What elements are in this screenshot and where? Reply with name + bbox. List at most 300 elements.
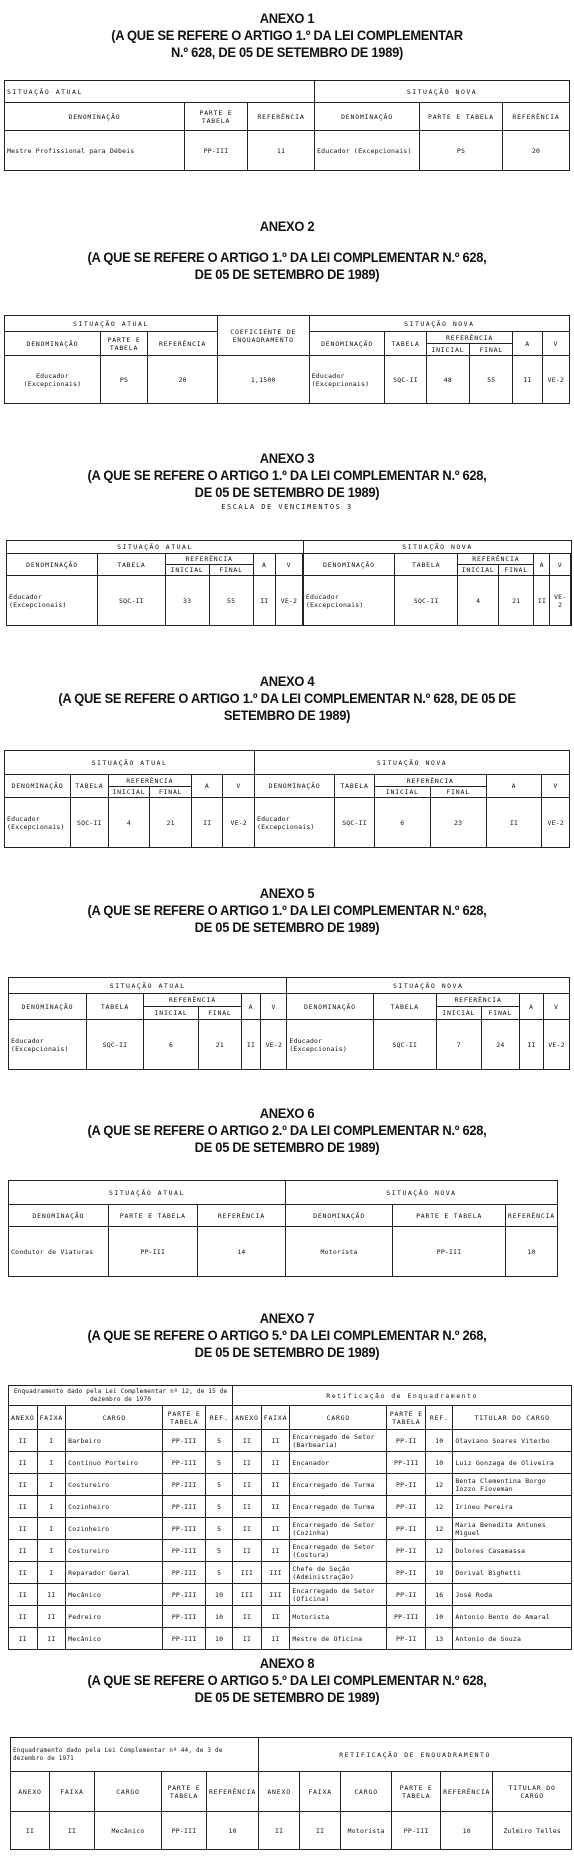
cell: II: [233, 1474, 262, 1496]
anexo-2-subtitle-1: (A QUE SE REFERE O ARTIGO 1.º DA LEI COMPLEMENTAR N.º 628,: [87, 249, 487, 265]
anexo-8-subtitle-1: (A QUE SE REFERE O ARTIGO 5.º DA LEI COMPLEMENTAR N.º 628,: [87, 1672, 487, 1688]
anexo-5-table: [8, 977, 570, 1070]
cell: II: [37, 1584, 66, 1606]
cell: Olaviano Soares Viterbo: [453, 1430, 572, 1452]
col-parte-tabela: PARTE E TABELA: [387, 1406, 426, 1430]
col-referencia: REFERÊNCIA: [426, 332, 513, 344]
cell: III: [261, 1562, 290, 1584]
cell: II: [9, 1474, 38, 1496]
cell: 10: [206, 1606, 233, 1628]
cell: 21: [150, 798, 192, 848]
col-tabela: TABELA: [98, 554, 166, 576]
cell: 4: [458, 576, 499, 626]
anexo-7-subtitle-2: DE 05 DE SETEMBRO DE 1989): [194, 1344, 380, 1360]
cell: Mestre de Oficina: [290, 1628, 387, 1650]
anexo-1-heading: [0, 10, 574, 61]
cell: I: [37, 1562, 66, 1584]
cell: Antonio Bento do Amaral: [453, 1606, 572, 1628]
cell: II: [37, 1606, 66, 1628]
cell: II: [261, 1628, 290, 1650]
group-situacao-atual: SITUAÇÃO ATUAL: [9, 1181, 286, 1205]
cell: Costureiro: [66, 1474, 163, 1496]
cell: Benta Clementina Borgo Iozzo Fioveman: [453, 1474, 572, 1496]
col-tabela: TABELA: [395, 554, 458, 576]
cell: II: [37, 1628, 66, 1650]
cell: Encarregado de Setor (Cozinha): [290, 1518, 387, 1540]
cell: PP-III: [163, 1606, 206, 1628]
anexo-1-subtitle-2: N.º 628, DE 05 DE SETEMBRO DE 1989): [171, 44, 403, 60]
cell: II: [253, 576, 276, 626]
col-faixa: FAIXA: [300, 1772, 341, 1812]
cell: II: [9, 1518, 38, 1540]
cell: 19: [426, 1562, 453, 1584]
col-inicial: INICIAL: [426, 344, 469, 356]
cell: PP-III: [185, 131, 248, 171]
cell: 10: [426, 1606, 453, 1628]
group-situacao-nova: SITUAÇÃO NOVA: [309, 316, 569, 332]
cell: 12: [426, 1496, 453, 1518]
cell: 12: [426, 1518, 453, 1540]
cell: José Roda: [453, 1584, 572, 1606]
cell: 10: [441, 1812, 493, 1850]
cell: II: [233, 1452, 262, 1474]
group-retificacao: RETIFICAÇÃO DE ENQUADRAMENTO: [259, 1738, 572, 1772]
anexo-2-subtitle-2: DE 05 DE SETEMBRO DE 1989): [194, 266, 380, 282]
cell: VE-2: [542, 356, 569, 404]
cell: I: [37, 1540, 66, 1562]
anexo-2-title: ANEXO 2: [259, 218, 315, 234]
anexo-7-heading: [0, 1310, 574, 1361]
cell: 4: [108, 798, 150, 848]
cell: SQC-II: [98, 576, 166, 626]
col-anexo: ANEXO: [9, 1406, 38, 1430]
anexo-6-table: [8, 1180, 558, 1277]
cell: PP-III: [108, 1227, 197, 1277]
col-parte-tabela: PARTE E TABELA: [392, 1772, 441, 1812]
table-row: [11, 1812, 572, 1850]
cell: Educador (Excepcionais): [7, 576, 98, 626]
table-row: [9, 1474, 572, 1496]
cell: 12: [426, 1540, 453, 1562]
group-situacao-nova: SITUAÇÃO NOVA: [254, 751, 569, 775]
table-row: [9, 1628, 572, 1650]
cell: II: [233, 1540, 262, 1562]
col-inicial: INICIAL: [108, 787, 150, 798]
cell: Barbeiro: [66, 1430, 163, 1452]
col-coeficiente: COEFICIENTE DE ENQUADRAMENTO: [217, 316, 309, 356]
group-situacao-atual: SITUAÇÃO ATUAL: [5, 751, 255, 775]
cell: PP-II: [387, 1584, 426, 1606]
anexo-3-subtitle-1: (A QUE SE REFERE O ARTIGO 1.º DA LEI COMPLEMENTAR N.º 628,: [87, 467, 487, 483]
cell: PP-II: [387, 1496, 426, 1518]
col-v: V: [261, 994, 287, 1020]
col-final: FINAL: [150, 787, 192, 798]
table-row: [9, 1227, 558, 1277]
cell: Cozinheiro: [66, 1518, 163, 1540]
cell: Dolores Casamassa: [453, 1540, 572, 1562]
cell: 55: [209, 576, 253, 626]
col-tabela: TABELA: [86, 994, 143, 1020]
cell: 13: [426, 1628, 453, 1650]
cell: II: [261, 1430, 290, 1452]
cell: VE-2: [261, 1020, 287, 1070]
cell: Zulmiro Telles: [493, 1812, 572, 1850]
anexo-6-heading: [0, 1105, 574, 1156]
anexo-1-subtitle-1: (A QUE SE REFERE O ARTIGO 1.º DA LEI COMPLEMENTAR: [111, 27, 463, 43]
cell: 20: [148, 356, 218, 404]
col-denominacao: DENOMINAÇÃO: [9, 1205, 109, 1227]
table-row: [7, 576, 572, 626]
col-a: A: [520, 994, 544, 1020]
table-row: [9, 1606, 572, 1628]
cell: Educador (Excepcionais): [254, 798, 334, 848]
cell: SQC-II: [335, 798, 375, 848]
col-denominacao: DENOMINAÇÃO: [5, 103, 185, 131]
col-a: A: [241, 994, 261, 1020]
col-anexo: ANEXO: [11, 1772, 50, 1812]
cell: Mecânico: [66, 1584, 163, 1606]
anexo-1-title: ANEXO 1: [259, 10, 315, 26]
group-enquadramento: Enquadramento dado pela Lei Complementar nº 12, de 15 de dezembro de 1970: [9, 1386, 233, 1406]
table-row: [9, 1496, 572, 1518]
cell: Educador (Excepcionais): [303, 576, 394, 626]
anexo-4-heading: [0, 673, 574, 724]
table-row: [9, 1518, 572, 1540]
cell: II: [9, 1430, 38, 1452]
cell: 21: [199, 1020, 242, 1070]
cell: PP-III: [392, 1812, 441, 1850]
cell: II: [191, 798, 223, 848]
cell: PP-II: [387, 1518, 426, 1540]
cell: 5: [206, 1518, 233, 1540]
col-denominacao: DENOMINAÇÃO: [285, 1205, 392, 1227]
col-referencia: REFERÊNCIA: [197, 1205, 285, 1227]
col-a: A: [513, 332, 542, 356]
cell: PP-III: [163, 1518, 206, 1540]
col-referencia: REFERÊNCIA: [503, 103, 570, 131]
cell: 20: [503, 131, 570, 171]
cell: PP-III: [393, 1227, 506, 1277]
cell: PP-III: [163, 1562, 206, 1584]
cell: II: [259, 1812, 300, 1850]
cell: PP-III: [163, 1540, 206, 1562]
cell: II: [50, 1812, 95, 1850]
col-faixa: FAIXA: [50, 1772, 95, 1812]
cell: PS: [100, 356, 147, 404]
col-denominacao: DENOMINAÇÃO: [5, 775, 71, 798]
cell: 6: [144, 1020, 199, 1070]
cell: II: [534, 576, 550, 626]
cell: 10: [426, 1430, 453, 1452]
col-parte-tabela: PARTE E TABELA: [100, 332, 147, 356]
cell: SQC-II: [385, 356, 426, 404]
cell: 16: [426, 1584, 453, 1606]
group-situacao-nova: SITUAÇÃO NOVA: [315, 81, 570, 103]
cell: II: [233, 1628, 262, 1650]
col-v: V: [276, 554, 303, 576]
col-referencia: REFERÊNCIA: [108, 775, 191, 787]
cell: 1,1500: [217, 356, 309, 404]
cell: 21: [499, 576, 534, 626]
col-a: A: [253, 554, 276, 576]
cell: 10: [206, 1584, 233, 1606]
cell: Dorival Bighetti: [453, 1562, 572, 1584]
cell: 48: [426, 356, 469, 404]
col-referencia: REFERÊNCIA: [207, 1772, 259, 1812]
cell: 10: [505, 1227, 557, 1277]
col-denominacao: DENOMINAÇÃO: [287, 994, 373, 1020]
cell: 6: [374, 798, 430, 848]
cell: III: [233, 1562, 262, 1584]
cell: Encarregado de Turma: [290, 1496, 387, 1518]
cell: PP-II: [387, 1628, 426, 1650]
col-denominacao: DENOMINAÇÃO: [309, 332, 385, 356]
cell: PP-III: [387, 1452, 426, 1474]
cell: Antonio de Souza: [453, 1628, 572, 1650]
col-final: FINAL: [430, 787, 486, 798]
cell: I: [37, 1452, 66, 1474]
cell: Mestre Profissional para Débeis: [5, 131, 185, 171]
cell: Motorista: [290, 1606, 387, 1628]
col-inicial: INICIAL: [436, 1007, 481, 1020]
cell: 7: [436, 1020, 481, 1070]
table-row: [9, 1430, 572, 1452]
group-enquadramento: Enquadramento dado pela Lei Complementar nº 44, de 3 de dezembro de 1971: [11, 1738, 259, 1772]
cell: Luiz Gonzaga de Oliveira: [453, 1452, 572, 1474]
col-denominacao: DENOMINAÇÃO: [303, 554, 394, 576]
anexo-2-heading: [0, 218, 574, 283]
col-inicial: INICIAL: [374, 787, 430, 798]
cell: Motorista: [341, 1812, 392, 1850]
anexo-6-subtitle-2: DE 05 DE SETEMBRO DE 1989): [194, 1139, 380, 1155]
col-cargo: CARGO: [66, 1406, 163, 1430]
anexo-7-table: [8, 1385, 572, 1650]
cell: II: [233, 1430, 262, 1452]
anexo-4-table: [4, 750, 570, 848]
anexo-2-table: [4, 315, 570, 404]
col-cargo: CARGO: [95, 1772, 162, 1812]
group-situacao-atual: SITUAÇÃO ATUAL: [7, 541, 304, 554]
cell: 55: [470, 356, 513, 404]
anexo-1-table: [4, 80, 570, 171]
cell: II: [520, 1020, 544, 1070]
col-final: FINAL: [470, 344, 513, 356]
cell: PP-II: [387, 1430, 426, 1452]
cell: Mecânico: [66, 1628, 163, 1650]
cell: II: [233, 1518, 262, 1540]
cell: Motorista: [285, 1227, 392, 1277]
cell: VE-2: [223, 798, 255, 848]
col-parte-tabela: PARTE E TABELA: [185, 103, 248, 131]
cell: Mecânico: [95, 1812, 162, 1850]
col-tabela: TABELA: [71, 775, 109, 798]
col-anexo: ANEXO: [233, 1406, 262, 1430]
col-ref: REF.: [426, 1406, 453, 1430]
col-cargo: CARGO: [341, 1772, 392, 1812]
cell: II: [9, 1540, 38, 1562]
col-referencia: REFERÊNCIA: [165, 554, 253, 565]
cell: Educador (Excepcionais): [315, 131, 420, 171]
cell: 5: [206, 1452, 233, 1474]
cell: 33: [165, 576, 209, 626]
cell: II: [11, 1812, 50, 1850]
col-referencia: REFERÊNCIA: [441, 1772, 493, 1812]
cell: II: [233, 1496, 262, 1518]
group-situacao-atual: SITUAÇÃO ATUAL: [9, 978, 287, 994]
col-denominacao: DENOMINAÇÃO: [254, 775, 334, 798]
col-parte-tabela: PARTE E TABELA: [163, 1406, 206, 1430]
cell: Maria Benedita Antunes Miguel: [453, 1518, 572, 1540]
table-row: [9, 1020, 570, 1070]
cell: III: [261, 1584, 290, 1606]
cell: Encanador: [290, 1452, 387, 1474]
col-denominacao: DENOMINAÇÃO: [5, 332, 101, 356]
group-situacao-nova: SITUAÇÃO NOVA: [287, 978, 570, 994]
anexo-4-subtitle-1: (A QUE SE REFERE O ARTIGO 1.º DA LEI COMPLEMENTAR N.º 628, DE 05 DE: [58, 690, 516, 706]
col-v: V: [542, 775, 570, 798]
col-parte-tabela: PARTE E TABELA: [162, 1772, 207, 1812]
col-referencia: REFERÊNCIA: [374, 775, 486, 787]
col-faixa: FAIXA: [261, 1406, 290, 1430]
cell: Educador (Excepcionais): [309, 356, 385, 404]
cell: I: [37, 1496, 66, 1518]
group-situacao-atual: SITUAÇÃO ATUAL: [5, 316, 218, 332]
anexo-3-title: ANEXO 3: [259, 450, 315, 466]
cell: II: [261, 1474, 290, 1496]
group-situacao-atual: SITUAÇÃO ATUAL: [5, 81, 315, 103]
cell: Reparador Geral: [66, 1562, 163, 1584]
cell: II: [261, 1496, 290, 1518]
cell: PP-III: [387, 1606, 426, 1628]
cell: II: [261, 1518, 290, 1540]
cell: VE-2: [542, 798, 570, 848]
anexo-7-title: ANEXO 7: [259, 1310, 315, 1326]
anexo-3-table: [6, 540, 572, 626]
col-tabela: TABELA: [335, 775, 375, 798]
col-denominacao: DENOMINAÇÃO: [7, 554, 98, 576]
cell: Encarregado de Setor (Barbearia): [290, 1430, 387, 1452]
col-titular: TITULAR DO CARGO: [453, 1406, 572, 1430]
cell: II: [9, 1606, 38, 1628]
col-referencia: REFERÊNCIA: [248, 103, 315, 131]
cell: II: [9, 1452, 38, 1474]
col-inicial: INICIAL: [165, 565, 209, 576]
cell: Encarregado de Turma: [290, 1474, 387, 1496]
cell: SQC-II: [373, 1020, 436, 1070]
table-row: [9, 1562, 572, 1584]
cell: I: [37, 1518, 66, 1540]
anexo-8-title: ANEXO 8: [259, 1655, 315, 1671]
anexo-8-subtitle-2: DE 05 DE SETEMBRO DE 1989): [194, 1689, 380, 1705]
col-a: A: [534, 554, 550, 576]
anexo-6-subtitle-1: (A QUE SE REFERE O ARTIGO 2.º DA LEI COMPLEMENTAR N.º 628,: [87, 1122, 487, 1138]
col-parte-tabela: PARTE E TABELA: [108, 1205, 197, 1227]
cell: II: [233, 1606, 262, 1628]
anexo-8-heading: [0, 1655, 574, 1706]
cell: II: [261, 1606, 290, 1628]
cell: SQC-II: [71, 798, 109, 848]
col-cargo: CARGO: [290, 1406, 387, 1430]
col-denominacao: DENOMINAÇÃO: [315, 103, 420, 131]
anexo-6-title: ANEXO 6: [259, 1105, 315, 1121]
cell: I: [37, 1430, 66, 1452]
cell: III: [233, 1584, 262, 1606]
cell: PP-III: [163, 1496, 206, 1518]
cell: II: [241, 1020, 261, 1070]
cell: 10: [426, 1452, 453, 1474]
table-row: [9, 1540, 572, 1562]
cell: 24: [481, 1020, 519, 1070]
cell: VE-2: [276, 576, 303, 626]
col-referencia: REFERÊNCIA: [505, 1205, 557, 1227]
anexo-5-subtitle-1: (A QUE SE REFERE O ARTIGO 1.º DA LEI COMPLEMENTAR N.º 628,: [87, 902, 487, 918]
anexo-3-subtitle-2: DE 05 DE SETEMBRO DE 1989): [194, 484, 380, 500]
cell: 5: [206, 1540, 233, 1562]
col-final: FINAL: [499, 565, 534, 576]
col-final: FINAL: [199, 1007, 242, 1020]
cell: Cozinheiro: [66, 1496, 163, 1518]
cell: Irineu Pereira: [453, 1496, 572, 1518]
col-referencia: REFERÊNCIA: [148, 332, 218, 356]
col-inicial: INICIAL: [144, 1007, 199, 1020]
col-v: V: [550, 554, 570, 576]
cell: 5: [206, 1430, 233, 1452]
anexo-5-subtitle-2: DE 05 DE SETEMBRO DE 1989): [194, 919, 380, 935]
table-row: [9, 1584, 572, 1606]
col-referencia: REFERÊNCIA: [458, 554, 534, 565]
group-situacao-nova: SITUAÇÃO NOVA: [303, 541, 571, 554]
cell: II: [9, 1628, 38, 1650]
anexo-5-title: ANEXO 5: [259, 885, 315, 901]
col-v: V: [543, 994, 569, 1020]
cell: PP-III: [162, 1812, 207, 1850]
cell: SQC-II: [86, 1020, 143, 1070]
cell: Chefe de Seção (Administração): [290, 1562, 387, 1584]
anexo-4-title: ANEXO 4: [259, 673, 315, 689]
cell: PP-II: [387, 1540, 426, 1562]
cell: PP-III: [163, 1474, 206, 1496]
cell: VE-2: [543, 1020, 569, 1070]
cell: 10: [206, 1628, 233, 1650]
cell: II: [9, 1562, 38, 1584]
cell: PP-III: [163, 1628, 206, 1650]
cell: Educador (Excepcionais): [5, 356, 101, 404]
cell: 5: [206, 1474, 233, 1496]
col-parte-tabela: PARTE E TABELA: [393, 1205, 506, 1227]
cell: PP-III: [163, 1452, 206, 1474]
col-tabela: TABELA: [373, 994, 436, 1020]
cell: II: [300, 1812, 341, 1850]
table-row: [5, 356, 570, 404]
cell: PS: [420, 131, 503, 171]
cell: Encarregado de Setor (Oficina): [290, 1584, 387, 1606]
cell: Condutor de Viaturas: [9, 1227, 109, 1277]
col-referencia: REFERÊNCIA: [144, 994, 242, 1007]
cell: Educador (Excepcionais): [9, 1020, 87, 1070]
col-v: V: [542, 332, 569, 356]
col-final: FINAL: [481, 1007, 519, 1020]
cell: II: [9, 1496, 38, 1518]
col-inicial: INICIAL: [458, 565, 499, 576]
cell: Pedreiro: [66, 1606, 163, 1628]
col-final: FINAL: [209, 565, 253, 576]
col-faixa: FAIXA: [37, 1406, 66, 1430]
cell: PP-III: [163, 1584, 206, 1606]
cell: 10: [207, 1812, 259, 1850]
col-denominacao: DENOMINAÇÃO: [9, 994, 87, 1020]
col-titular: TITULAR DO CARGO: [493, 1772, 572, 1812]
cell: VE-2: [550, 576, 570, 626]
